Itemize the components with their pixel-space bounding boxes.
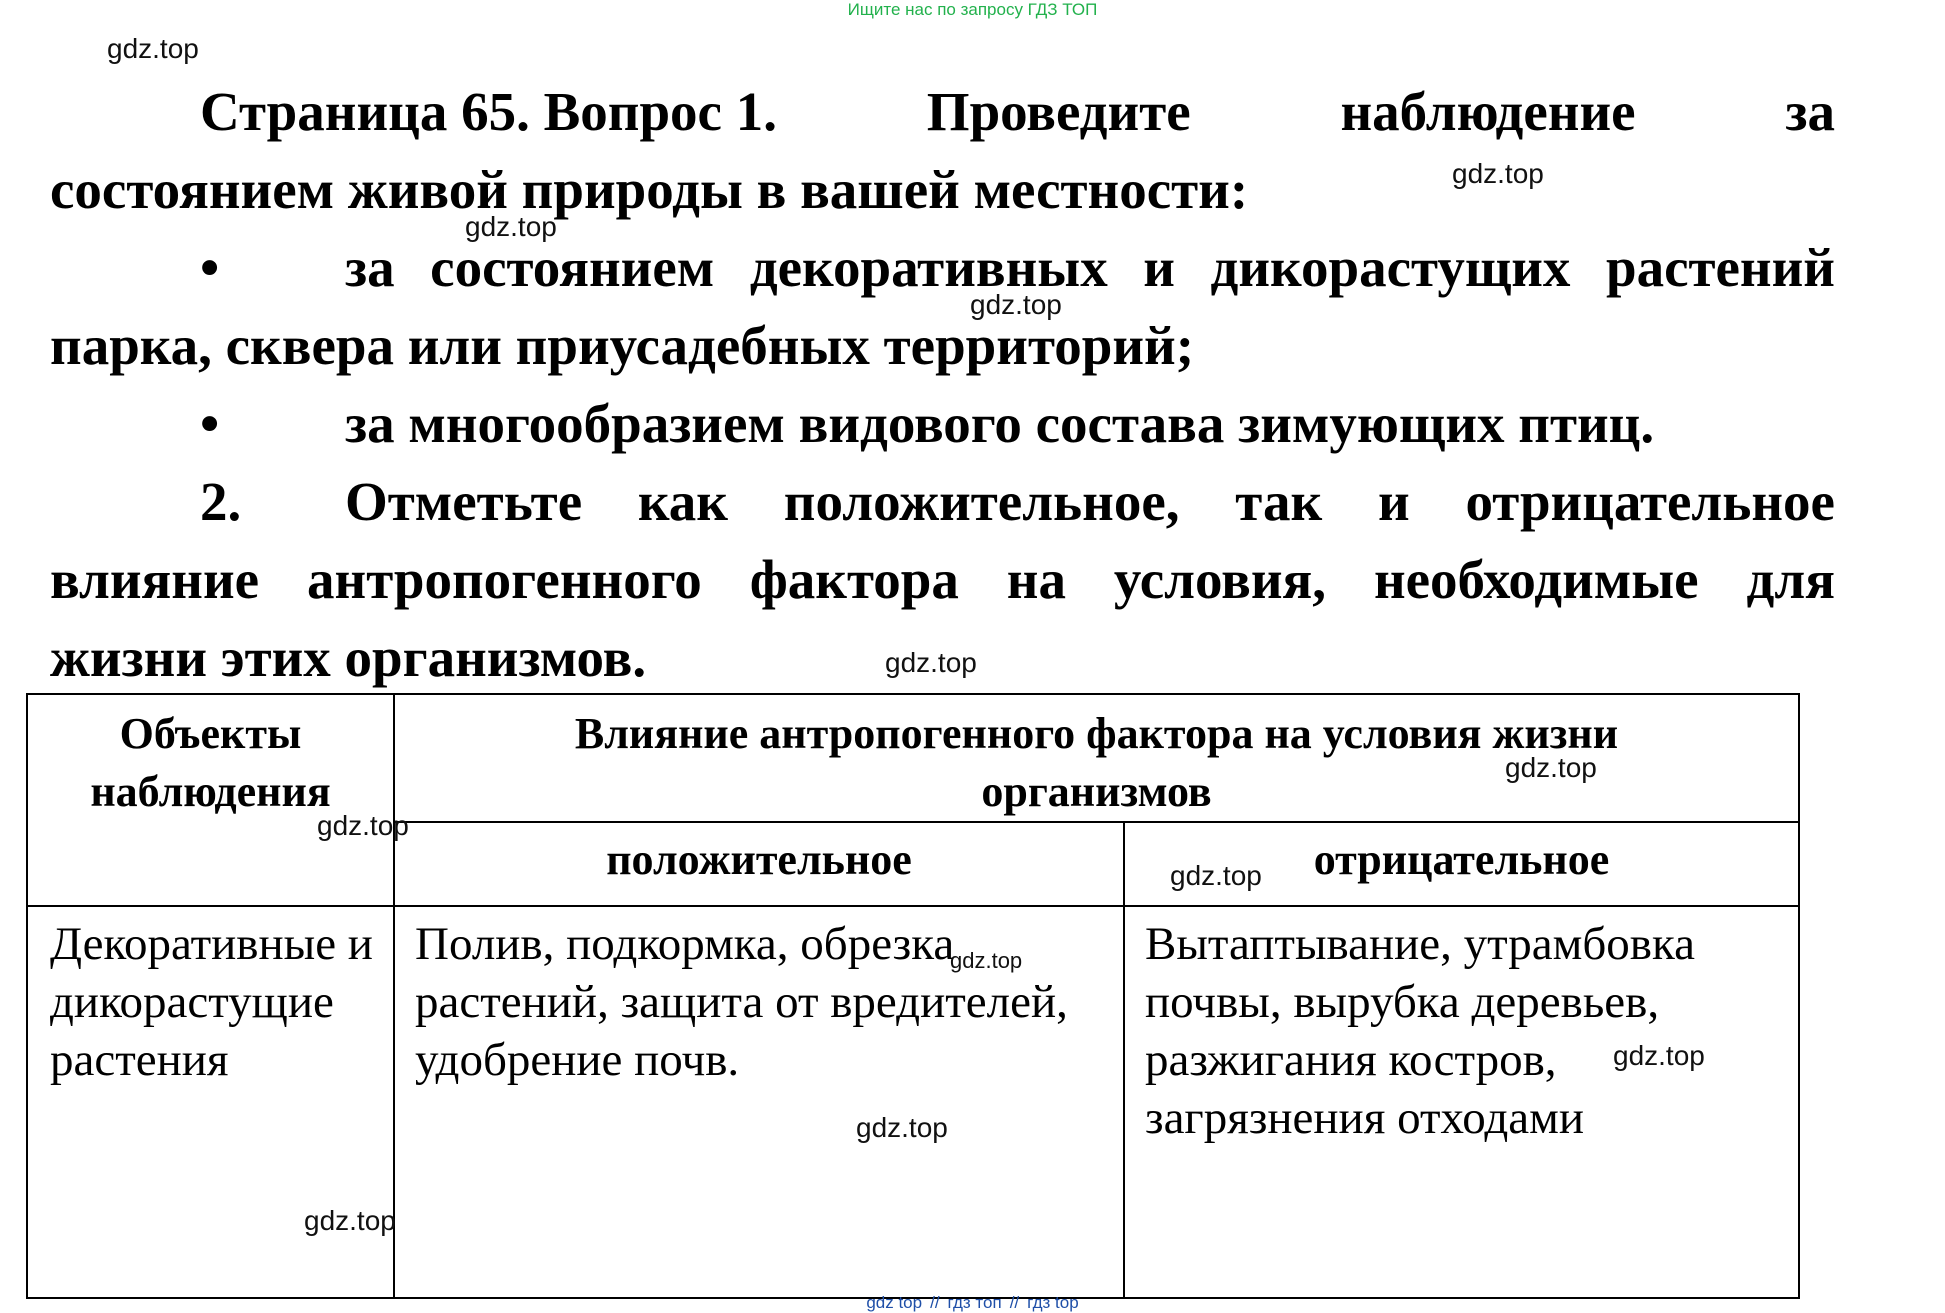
watermark: gdz.top — [1170, 860, 1262, 891]
watermark: gdz.top — [317, 810, 409, 841]
watermark: gdz.top — [304, 1205, 396, 1236]
watermark: gdz.top — [950, 948, 1023, 973]
row-positive: Полив, подкормка, обрезка растений, защита от вредителей, удобрение почв. — [394, 906, 1124, 1298]
question-2-line-3: жизни этих организмов. — [50, 627, 647, 688]
question-title: Страница 65. Вопрос 1. — [200, 81, 777, 142]
watermark: gdz.top — [465, 211, 557, 242]
question-2-number: 2. — [200, 471, 242, 532]
header-objects: Объекты наблюдения — [27, 694, 394, 906]
footer-links: gdz top // гдз топ // гдз top — [866, 1293, 1079, 1312]
search-banner[interactable]: Ищите нас по запросу ГДЗ ТОП — [847, 0, 1098, 19]
watermark: gdz.top — [1505, 752, 1597, 783]
question-line-1: Страница 65. Вопрос 1. Проведите наблюдение за — [200, 81, 1835, 142]
row-object: Декоративные и дикорастущие растения — [27, 906, 394, 1298]
question-2-line-2: влияние антропогенного фактора на условия, необходимые для — [50, 549, 1835, 610]
header-negative: отрицательное — [1124, 822, 1799, 906]
bullet-icon: • — [200, 393, 220, 454]
footer-link[interactable]: гдз топ — [947, 1293, 1002, 1312]
watermark: gdz.top — [970, 289, 1062, 320]
watermark: gdz.top — [107, 33, 199, 64]
bullet-icon: • — [200, 237, 220, 298]
watermark: gdz.top — [1613, 1040, 1705, 1071]
bullet-2: • за многообразием видового состава зимующих птиц. — [200, 393, 1655, 454]
watermark: gdz.top — [885, 647, 977, 678]
question-line-2: состоянием живой природы в вашей местности: — [50, 159, 1249, 220]
watermark: gdz.top — [856, 1112, 948, 1143]
question-2: 2. Отметьте как положительное, так и отрицательное — [200, 471, 1835, 532]
header-influence: Влияние антропогенного фактора на условия жизни организмов — [394, 694, 1799, 822]
header-positive: положительное — [394, 822, 1124, 906]
watermark: gdz.top — [1452, 158, 1544, 189]
footer-link[interactable]: гдз top — [1027, 1293, 1079, 1312]
bullet-1-continuation: парка, сквера или приусадебных территорий; — [50, 315, 1195, 376]
bullet-1: • за состоянием декоративных и дикорастущих растений — [200, 237, 1835, 298]
row-negative: Вытаптывание, утрамбовка почвы, вырубка деревьев, разжигания костров, загрязнения отходами — [1124, 906, 1799, 1298]
footer-link[interactable]: gdz top — [866, 1293, 923, 1312]
